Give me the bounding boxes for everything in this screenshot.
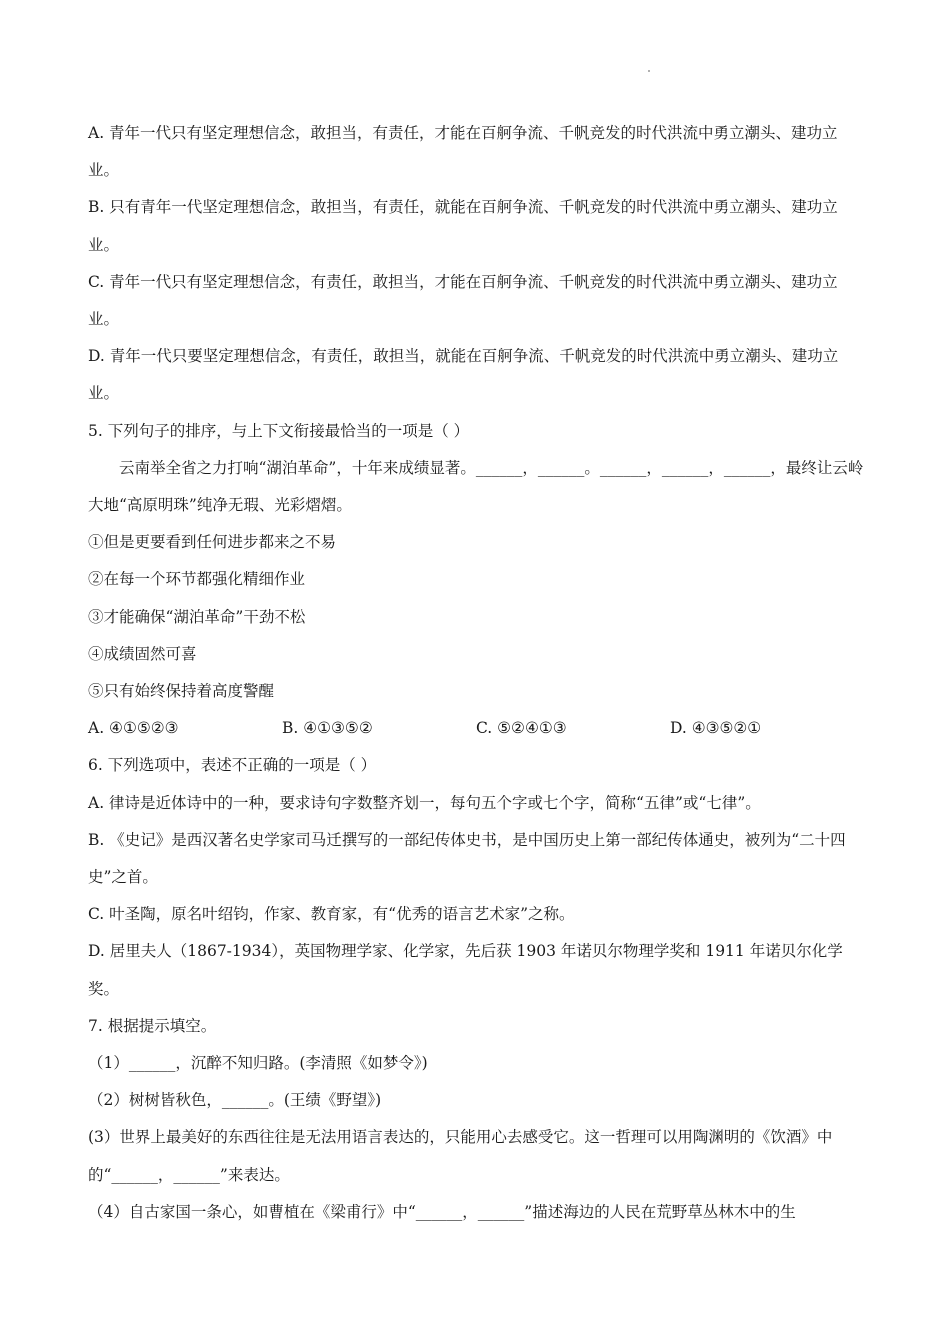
- page-mark: [648, 70, 650, 72]
- q6-option-a: A. 律诗是近体诗中的一种，要求诗句字数整齐划一，每句五个字或七个字，简称“五律”或“七律”。: [88, 793, 761, 812]
- q5-item-1: ①但是更要看到任何进步都来之不易: [88, 533, 337, 552]
- q5-options: [88, 710, 866, 747]
- q4-option-a: A. 青年一代只有坚定理想信念，敢担当，有责任，才能在百舸争流、千帆竞发的时代洪流中勇立潮头、建功立业。: [88, 124, 838, 180]
- q5-stem: 5. 下列句子的排序，与上下文衔接最恰当的一项是（ ）: [88, 421, 470, 440]
- q6-option-c: C. 叶圣陶，原名叶绍钧，作家、教育家，有“优秀的语言艺术家”之称。: [88, 905, 575, 924]
- q4-option-b: B. 只有青年一代坚定理想信念，敢担当，有责任，就能在百舸争流、千帆竞发的时代洪流中勇立潮头、建功立业。: [88, 198, 838, 254]
- q7-item-4: （4）自古家国一条心，如曹植在《梁甫行》中“______，______”描述海边的人民在荒野草丛林木中的生: [88, 1202, 796, 1221]
- q5-option-c: C. ⑤②④①③: [476, 719, 567, 738]
- q6-option-b: B. 《史记》是西汉著名史学家司马迁撰写的一部纪传体史书，是中国历史上第一部纪传体通史，被列为“二十四史”之首。: [88, 830, 846, 887]
- q5-option-d: D. ④③⑤②①: [670, 719, 762, 738]
- q5-passage: 云南举全省之力打响“湖泊革命”，十年来成绩显著。______，______。______，______，______，最终让云岭大地“高原明珠”纯净无瑕、光彩熠熠。: [88, 458, 864, 515]
- page-content: [88, 115, 866, 1231]
- q7-item-3: (3）世界上最美好的东西往往是无法用语言表达的，只能用心去感受它。这一哲理可以用陶渊明的《饮酒》中的“______，______”来表达。: [88, 1128, 833, 1184]
- q7-stem: 7. 根据提示填空。: [88, 1016, 217, 1035]
- q5-item-5: ⑤只有始终保持着高度警醒: [88, 682, 275, 701]
- q6-stem: 6. 下列选项中，表述不正确的一项是（ ）: [88, 756, 377, 775]
- q5-option-b: B. ④①③⑤②: [282, 719, 373, 738]
- q7-item-2: （2）树树皆秋色，______。(王绩《野望》): [88, 1091, 382, 1110]
- q5-item-4: ④成绩固然可喜: [88, 644, 197, 663]
- q5-item-3: ③才能确保“湖泊革命”干劲不松: [88, 607, 306, 626]
- q5-option-a: A. ④①⑤②③: [88, 719, 179, 738]
- q4-option-c: C. 青年一代只有坚定理想信念，有责任，敢担当，才能在百舸争流、千帆竞发的时代洪流中勇立潮头、建功立业。: [88, 272, 838, 329]
- q4-option-d: D. 青年一代只要坚定理想信念，有责任，敢担当，就能在百舸争流、千帆竞发的时代洪流中勇立潮头、建功立业。: [88, 347, 839, 403]
- q7-item-1: （1）______，沉醉不知归路。(李清照《如梦令》): [88, 1054, 428, 1073]
- q6-option-d: D. 居里夫人（1867-1934），英国物理学家、化学家，先后获 1903 年诺贝尔物理学奖和 1911 年诺贝尔化学奖。: [88, 942, 843, 998]
- q5-item-2: ②在每一个环节都强化精细作业: [88, 570, 306, 589]
